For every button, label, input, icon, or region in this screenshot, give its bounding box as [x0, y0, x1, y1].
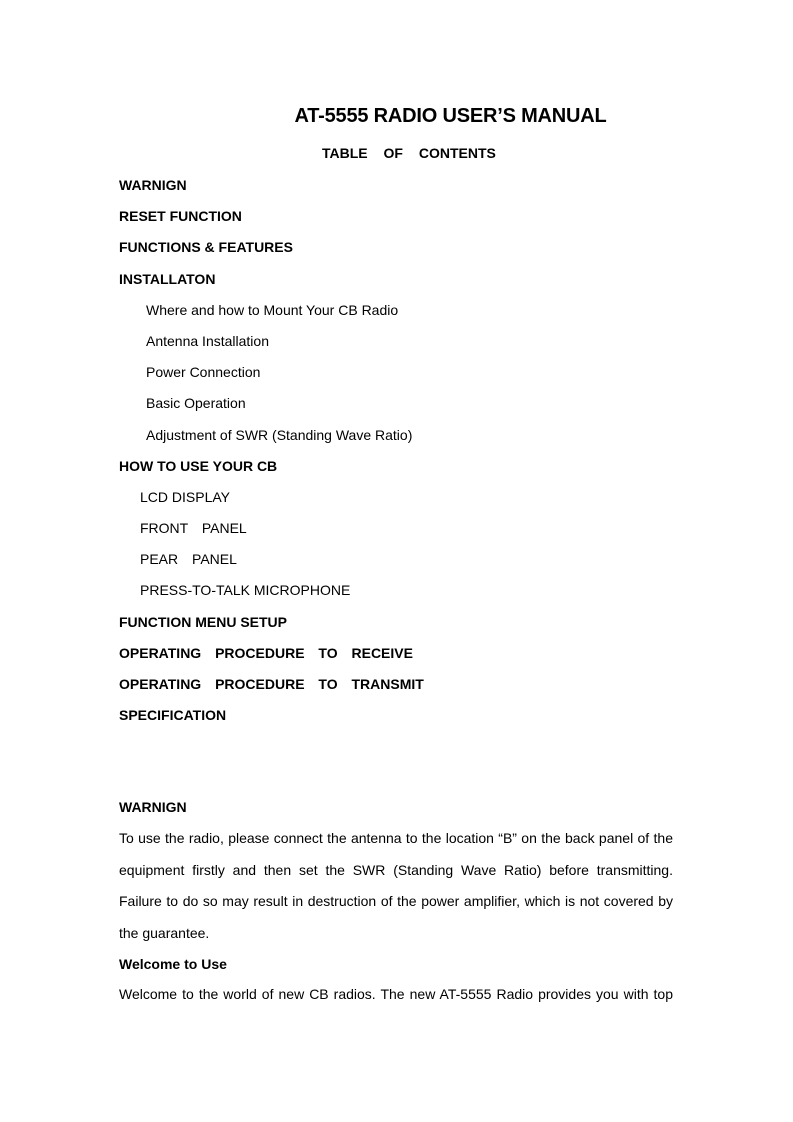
welcome-paragraph: Welcome to the world of new CB radios. The new AT-5555 Radio provides you with top	[119, 986, 673, 1002]
table-of-contents	[119, 176, 424, 737]
toc-subitem: FRONT PANEL	[140, 520, 247, 537]
toc-subitem: LCD DISPLAY	[140, 488, 230, 505]
toc-subitem: PRESS-TO-TALK MICROPHONE	[140, 582, 351, 599]
toc-item: RESET FUNCTION	[119, 208, 242, 225]
toc-heading: TABLE OF CONTENTS	[322, 145, 496, 161]
toc-item: SPECIFICATION	[119, 707, 227, 724]
toc-subitem: Power Connection	[146, 364, 261, 381]
toc-subitem: PEAR PANEL	[140, 551, 237, 568]
toc-subitem: Adjustment of SWR (Standing Wave Ratio)	[146, 426, 413, 443]
toc-item: OPERATING PROCEDURE TO RECEIVE	[119, 644, 413, 661]
document-title: AT-5555 RADIO USER’S MANUAL	[294, 105, 607, 127]
toc-item: FUNCTIONS & FEATURES	[119, 239, 293, 256]
toc-item: FUNCTION MENU SETUP	[119, 613, 287, 630]
toc-item: HOW TO USE YOUR CB	[119, 457, 278, 474]
warning-paragraph: To use the radio, please connect the antenna to the location “B” on the back panel of the equipment firstly and then set the SWR (Standing Wave Ratio) before transmitting. Failure to do so may result in destruction of the power amplifier, which is not covered by the guarantee.	[119, 830, 673, 941]
toc-item: OPERATING PROCEDURE TO TRANSMIT	[119, 676, 424, 692]
toc-subitem: Where and how to Mount Your CB Radio	[146, 301, 399, 318]
toc-item: WARNIGN	[119, 177, 187, 193]
warning-heading: WARNIGN	[119, 799, 187, 815]
toc-subitem: Antenna Installation	[146, 332, 269, 349]
welcome-heading: Welcome to Use	[119, 956, 227, 972]
toc-item: INSTALLATON	[119, 270, 216, 287]
toc-subitem: Basic Operation	[146, 395, 246, 412]
